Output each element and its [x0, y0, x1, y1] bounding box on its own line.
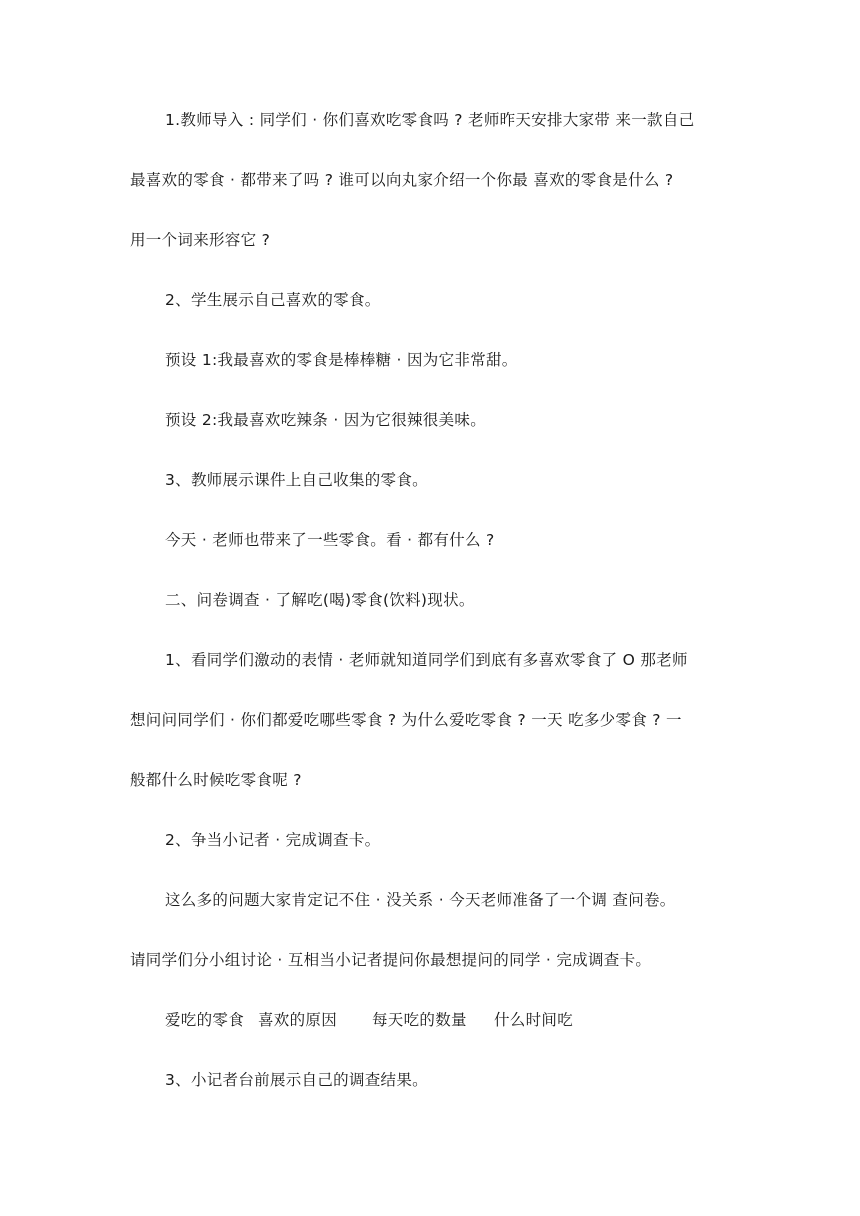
- step-reporter-present: 3、小记者台前展示自己的调查结果。: [165, 1071, 428, 1089]
- step-teacher-show: 3、教师展示课件上自己收集的零食。: [165, 471, 428, 489]
- paragraph-teacher-intro-line3: 用一个词来形容它 ?: [130, 231, 271, 249]
- paragraph-survey-line2: 想问问同学们 · 你们都爱吃哪些零食 ? 为什么爱吃零食 ? 一天 吃多少零食 ? 一: [130, 711, 682, 729]
- survey-card-header: [165, 1010, 573, 1030]
- preset-answer-2: 预设 2:我最喜欢吃辣条 · 因为它很辣很美味。: [165, 411, 486, 429]
- paragraph-survey-line1: 1、看同学们激动的表情 · 老师就知道同学们到底有多喜欢零食了 O 那老师: [165, 651, 688, 669]
- survey-column-reason: 喜欢的原因: [258, 1011, 338, 1029]
- paragraph-teacher-snacks: 今天 · 老师也带来了一些零食。看 · 都有什么 ?: [165, 531, 495, 549]
- paragraph-questionnaire-line2: 请同学们分小组讨论 · 互相当小记者提问你最想提问的同学 · 完成调查卡。: [130, 951, 652, 969]
- paragraph-survey-line3: 般都什么时候吃零食呢 ?: [130, 771, 302, 789]
- survey-column-daily-amount: 每天吃的数量: [372, 1011, 467, 1029]
- paragraph-teacher-intro-line1: 1.教师导入 : 同学们 · 你们喜欢吃零食吗 ? 老师昨天安排大家带 来一款自己: [165, 111, 695, 129]
- paragraph-questionnaire-line1: 这么多的问题大家肯定记不住 · 没关系 · 今天老师准备了一个调 查问卷。: [165, 891, 676, 909]
- survey-column-time: 什么时间吃: [494, 1011, 574, 1029]
- preset-answer-1: 预设 1:我最喜欢的零食是棒棒糖 · 因为它非常甜。: [165, 351, 518, 369]
- step-reporter: 2、争当小记者 · 完成调查卡。: [165, 831, 381, 849]
- survey-column-favorite-snack: 爱吃的零食: [165, 1011, 245, 1029]
- section-heading-survey: 二、问卷调查 · 了解吃(喝)零食(饮料)现状。: [165, 591, 475, 609]
- paragraph-teacher-intro-line2: 最喜欢的零食 · 都带来了吗 ? 谁可以向丸家介绍一个你最 喜欢的零食是什么 ?: [130, 171, 674, 189]
- step-student-show: 2、学生展示自己喜欢的零食。: [165, 291, 381, 309]
